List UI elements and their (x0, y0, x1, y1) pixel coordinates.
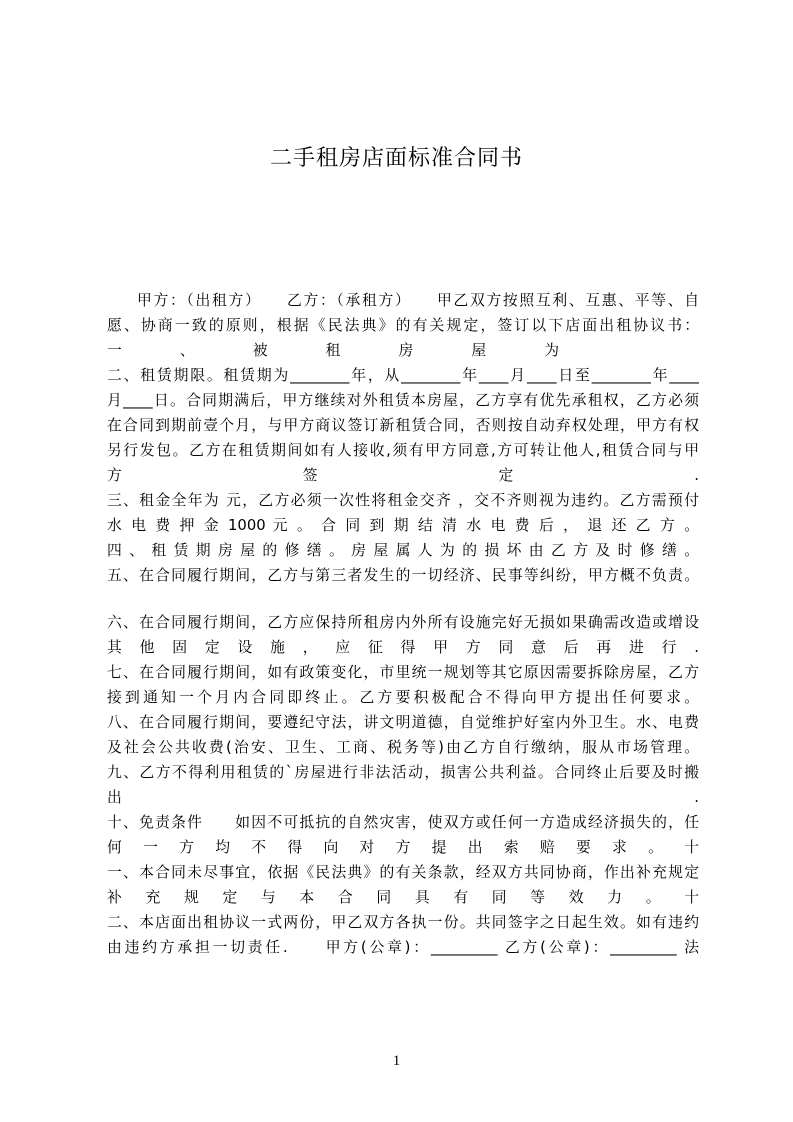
text-line: 三、租金全年为 元，乙方必须一次性将租金交齐 ，交不齐则视为违约。乙方需预付 (107, 492, 699, 509)
text-line: 一、本合同未尽事宜，依据《民法典》的有关条款，经双方共同协商，作出补充规定 (107, 864, 699, 881)
paragraph-gap (107, 588, 699, 610)
text-line: 二、租赁期限。租赁期为________年，从________年____月____日至________年____ (107, 367, 699, 384)
text-line: 其 他 固 定 设 施 ， 应 征 得 甲 方 同 意 后 再 进 行 . (107, 639, 699, 656)
text-line: 七、在合同履行期间，如有政策变化，市里统一规划等其它原因需要拆除房屋，乙方 (107, 664, 699, 681)
text-line: 月____日。合同期满后，甲方继续对外租赁本房屋，乙方享有优先承租权，乙方必须 (107, 392, 699, 409)
text-line: 二、本店面出租协议一式两份，甲乙双方各执一份。共同签字之日起生效。如有违约 (107, 914, 699, 931)
text-line: 九、乙方不得利用租赁的`房屋进行非法活动，损害公共利益。合同终止后要及时搬 (107, 764, 699, 781)
text-line: 接到通知一个月内合同即终止。乙方要积极配合不得向甲方提出任何要求。 (107, 689, 699, 706)
text-line: 由违约方承担一切责任. 甲方(公章)：_________ 乙方(公章)：_________ 法 (107, 939, 699, 956)
text-line: 另行发包。乙方在租赁期间如有人接收,须有甲方同意,方可转让他人,租赁合同与甲 (107, 442, 699, 459)
text-line: 八、在合同履行期间，要遵纪守法，讲文明道德，自觉维护好室内外卫生。水、电费 (107, 714, 699, 731)
text-line: 五、在合同履行期间，乙方与第三者发生的一切经济、民事等纠纷，甲方概不负责。 (107, 567, 699, 584)
text-line: 方 签 定 . (107, 467, 699, 484)
text-line: 何 一 方 均 不 得 向 对 方 提 出 索 赔 要 求 。 十 (107, 839, 699, 856)
document-title: 二手租房店面标准合同书 (269, 146, 523, 171)
page-number: 1 (392, 1053, 401, 1069)
text-line: 补 充 规 定 与 本 合 同 具 有 同 等 效 力 。 十 (107, 889, 699, 906)
text-line: 出 . (107, 789, 699, 806)
text-line: 十、免责条件 如因不可抵抗的自然灾害，使双方或任何一方造成经济损失的，任 (107, 814, 699, 831)
text-line: 在合同到期前壹个月，与甲方商议签订新租赁合同，否则按自动弃权处理，甲方有权 (107, 417, 699, 434)
text-line: 六、在合同履行期间，乙方应保持所租房内外所有设施完好无损如果确需改造或增设 (107, 614, 699, 631)
text-line: 一 、 被 租 房 屋 为 (107, 342, 559, 359)
text-line: 及社会公共收费(治安、卫生、工商、税务等)由乙方自行缴纳，服从市场管理。 (107, 739, 699, 756)
text-line: 四 、 租 赁 期 房 屋 的 修 缮 。 房 屋 属 人 为 的 损 坏 由 乙 方 及 时 修 缮 。 (107, 542, 699, 559)
contract-body (107, 288, 699, 960)
text-line: 水 电 费 押 金 1000 元 。 合 同 到 期 结 清 水 电 费 后 ， 退 还 乙 方 。 (107, 517, 699, 534)
text-line: 愿、协商一致的原则，根据《民法典》的有关规定，签订以下店面出租协议书： (107, 317, 699, 334)
text-line: 甲方：（出租方） 乙方：（承租方） 甲乙双方按照互利、互惠、平等、自 (137, 292, 699, 309)
